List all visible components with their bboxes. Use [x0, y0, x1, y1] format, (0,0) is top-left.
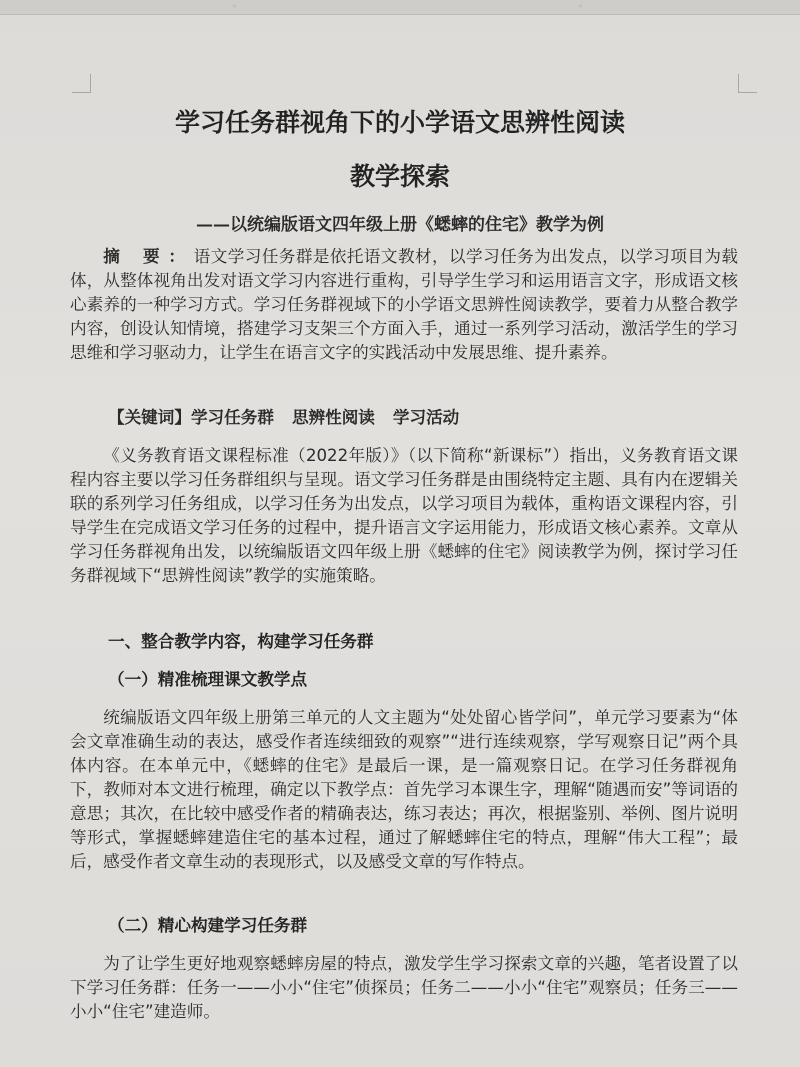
- margin-corner-mark: [738, 74, 757, 93]
- keywords-line: [108, 404, 477, 428]
- section-heading: 一、整合教学内容，构建学习任务群: [108, 631, 374, 651]
- abstract-label: 摘 要：: [103, 246, 194, 266]
- subsection-heading: （二）精心构建学习任务群: [108, 915, 308, 935]
- keyword: 学习任务群: [190, 407, 274, 427]
- top-ruler: [0, 0, 800, 15]
- keyword: 学习活动: [392, 407, 460, 427]
- ruler-marker-icon[interactable]: ◦: [578, 2, 583, 11]
- keywords-label: 【关键词】: [108, 407, 191, 427]
- intro-paragraph: 《义务教育语文课程标准（2022年版）》（以下简称“新课标”）指出，义务教育语文课程内容主要以学习任务群组织与呈现。语文学习任务群是由围绕特定主题、具有内在逻辑关联的系列学习任务组成，以学习任务为出发点，以学习项目为载体，重构语文课程内容，引导学生在完成语文学习任务的过程中，提升语言文字运用能力，形成语文核心素养。文章从学习任务群视角出发，以统编版语文四年级上册《蟋蟀的住宅》阅读教学为例，探讨学习任务群视域下“思辨性阅读”教学的实施策略。: [70, 446, 738, 585]
- document-title-line1: 学习任务群视角下的小学语文思辨性阅读: [174, 108, 625, 137]
- abstract-text: 语文学习任务群是依托语文教材，以学习任务为出发点，以学习项目为载体，从整体视角出发对语文学习内容进行重构，引导学生学习和运用语言文字，形成语文核心素养的一种学习方式。学习任务群视域下的小学语文思辨性阅读教学，要着力从整合教学内容，创设认知情境，搭建学习支架三个方面入手，通过一系列学习活动，激活学生的学习思维和学习驱动力，让学生在语言文字的实践活动中发展思维、提升素养。: [70, 247, 738, 362]
- document-subtitle: ——以统编版语文四年级上册《蟋蟀的住宅》教学为例: [196, 215, 604, 235]
- keyword: 思辨性阅读: [291, 407, 375, 427]
- margin-corner-mark: [72, 74, 91, 93]
- body-paragraph: 为了让学生更好地观察蟋蟀房屋的特点，激发学生学习探索文章的兴趣，笔者设置了以下学习任务群：任务一——小小“住宅”侦探员；任务二——小小“住宅”观察员；任务三——小小“住宅”建造师。: [70, 954, 738, 1021]
- body-paragraph: 统编版语文四年级上册第三单元的人文主题为“处处留心皆学问”，单元学习要素为“体会文章准确生动的表达，感受作者连续细致的观察”“进行连续观察，学写观察日记”两个具体内容。在本单元中，《蟋蟀的住宅》是最后一课，是一篇观察日记。在学习任务群视角下，教师对本文进行梳理，确定以下教学点：首先学习本课生字，理解“随遇而安”等词语的意思；其次，在比较中感受作者的精确表达，练习表达；再次，根据鉴别、举例、图片说明等形式，掌握蟋蟀建造住宅的基本过程，通过了解蟋蟀住宅的特点，理解“伟大工程”；最后，感受作者文章生动的表现形式，以及感受文章的写作特点。: [70, 708, 738, 871]
- ruler-marker-icon[interactable]: ◦: [232, 2, 237, 11]
- subsection-heading: （一）精准梳理课文教学点: [108, 669, 308, 689]
- abstract-paragraph: [70, 244, 738, 365]
- document-title-line2: 教学探索: [349, 162, 450, 191]
